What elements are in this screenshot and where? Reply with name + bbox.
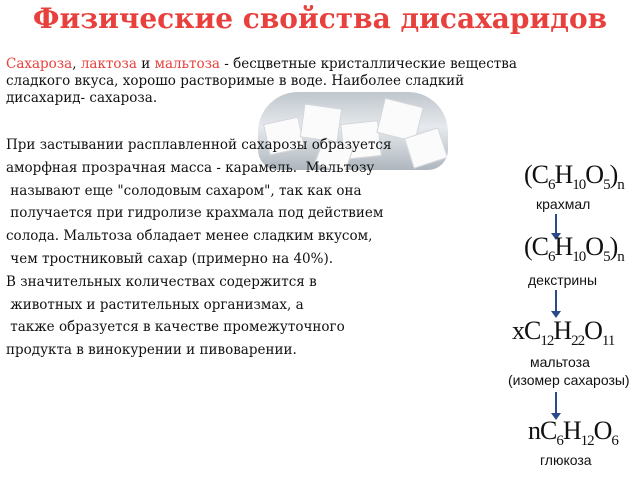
paragraph-line: чем тростниковый сахар (примерно на 40%). <box>6 250 334 267</box>
lactose-term: лактоза <box>80 56 137 72</box>
intro-and: и <box>136 56 155 72</box>
glucose-label: глюкоза <box>540 452 592 468</box>
paragraph-line: аморфная прозрачная масса - карамель. Мальтозу <box>6 159 375 176</box>
intro-text <box>6 56 606 107</box>
arrow-down-icon <box>555 290 557 312</box>
sucrose-term: Сахароза <box>6 56 73 72</box>
intro-line3: дисахарид- сахароза. <box>6 90 158 106</box>
dextrin-label: декстрины <box>528 272 598 288</box>
paragraph-line: продукта в винокурении и пивоварении. <box>6 342 297 359</box>
paragraph-line: животных и растительных организмах, а <box>6 296 304 313</box>
starch-label: крахмал <box>536 196 591 212</box>
paragraph-line: также образуется в качестве промежуточного <box>6 319 345 336</box>
glucose-formula: $nC_6H_{12}O_6$ <box>528 416 618 450</box>
intro-line2: сладкого вкуса, хорошо растворимые в воде. Наиболее сладкий <box>6 73 465 89</box>
starch-formula: $(C_6H_{10}O_5)_n$ <box>524 160 624 194</box>
arrow-down-icon <box>555 214 557 234</box>
dextrin-formula: $(C_6H_{10}O_5)_n$ <box>524 232 624 266</box>
maltose-isomer-label: (изомер сахарозы) <box>508 372 630 388</box>
paragraph-line: В значительных количествах содержится в <box>6 273 317 290</box>
maltose-term: мальтоза <box>154 56 220 72</box>
maltose-formula: $xC_{12}H_{22}O_{11}$ <box>512 316 615 350</box>
paragraph-line: называют еще "солодовым сахаром", так как она <box>6 182 362 199</box>
intro-line1-rest: - бесцветные кристаллические вещества <box>219 56 517 72</box>
arrow-down-icon <box>555 392 557 414</box>
slide-title: Физические свойства дисахаридов <box>32 2 608 35</box>
paragraph-line: получается при гидролизе крахмала под действием <box>6 205 384 222</box>
intro-comma: , <box>72 56 81 72</box>
paragraph-line: солода. Мальтоза обладает менее сладким вкусом, <box>6 228 373 245</box>
maltose-label: мальтоза <box>530 354 590 370</box>
body-paragraph <box>6 134 392 362</box>
paragraph-line: При застывании расплавленной сахарозы образуется <box>6 137 392 153</box>
